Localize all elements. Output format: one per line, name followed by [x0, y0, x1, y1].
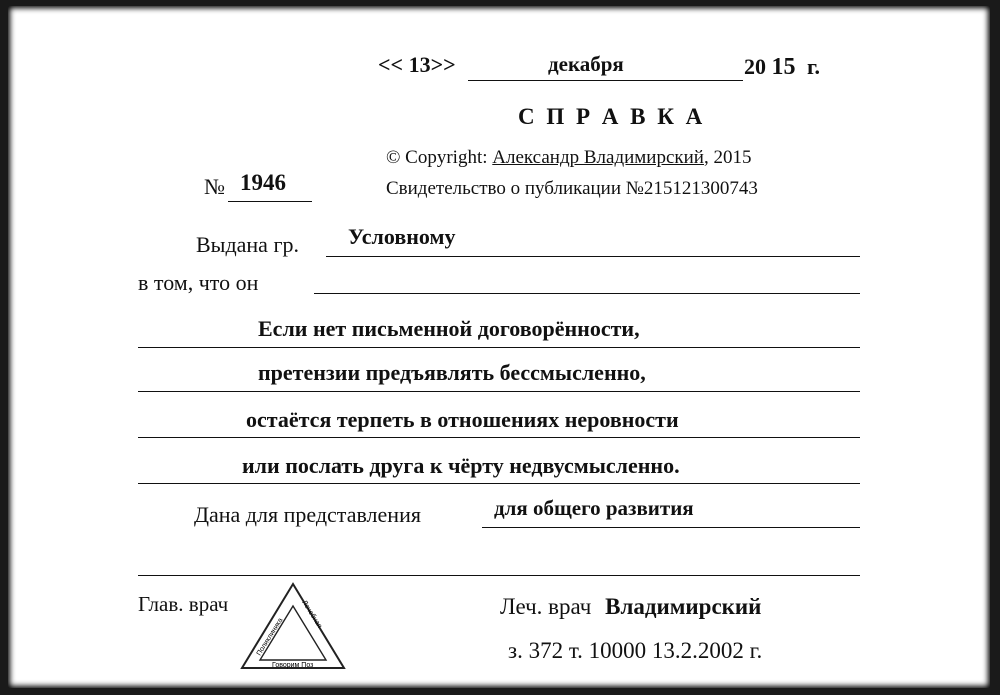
- copyright-line: [386, 147, 751, 169]
- date-month: декабря: [548, 52, 624, 76]
- purpose-underline: [482, 527, 860, 528]
- number-value: 1946: [240, 170, 286, 195]
- statement-underline-3: [138, 437, 860, 438]
- attending-doctor-line: [500, 594, 761, 620]
- statement-line-4: или послать друга к чёрту недвусмысленно.: [242, 453, 680, 478]
- statement-line-2: претензии предъявлять бессмысленно,: [258, 360, 646, 385]
- purpose-value: для общего развития: [494, 496, 694, 520]
- chief-doctor-label: Глав. врач: [138, 592, 229, 616]
- order-info: з. 372 т. 10000 13.2.2002 г.: [508, 638, 763, 663]
- purpose-label: Дана для представления: [194, 502, 421, 527]
- certificate-sheet: [8, 6, 990, 688]
- statement-line-3: остаётся терпеть в отношениях неровности: [246, 407, 679, 432]
- date-year-abbr: г.: [807, 54, 821, 79]
- stamp-left-text: Поликлиника: [255, 617, 285, 658]
- statement-underline-1: [138, 347, 860, 348]
- stamp: [238, 580, 348, 672]
- triangle-stamp-icon: [238, 580, 348, 672]
- document-title: С П Р А В К А: [518, 104, 706, 129]
- copyright-prefix: © Copyright:: [386, 147, 493, 168]
- number-underline: [228, 201, 312, 202]
- date-year-suffix: 15: [771, 54, 796, 80]
- issued-to-underline: [326, 256, 860, 257]
- attending-doctor-label: Леч. врач: [500, 594, 592, 619]
- date-year: [744, 54, 820, 81]
- statement-underline-4: [138, 483, 860, 484]
- date-year-prefix: 20: [744, 54, 766, 79]
- stamp-right-text: Лечебная: [300, 599, 323, 630]
- blank-underline: [138, 575, 860, 576]
- issued-to-value: Условному: [348, 224, 456, 249]
- statement-label: в том, что он: [138, 270, 259, 295]
- statement-underline-0: [314, 293, 860, 294]
- statement-line-1: Если нет письменной договорённости,: [258, 316, 640, 341]
- date-day: 13: [408, 52, 431, 77]
- copyright-year: , 2015: [703, 147, 752, 168]
- number-label: №: [204, 174, 225, 199]
- date-line: [378, 52, 456, 78]
- attending-doctor-name: Владимирский: [605, 594, 762, 619]
- date-close-quote: >>: [430, 52, 456, 77]
- date-open-quote: <<: [378, 52, 404, 77]
- issued-to-label: Выдана гр.: [196, 232, 299, 257]
- stamp-bottom-text: Говорим Поз: [272, 662, 314, 669]
- statement-underline-2: [138, 391, 860, 392]
- publication-certificate: Свидетельство о публикации №215121300743: [386, 178, 758, 199]
- month-underline: [468, 80, 743, 81]
- author-link[interactable]: Александр Владимирский: [492, 147, 704, 168]
